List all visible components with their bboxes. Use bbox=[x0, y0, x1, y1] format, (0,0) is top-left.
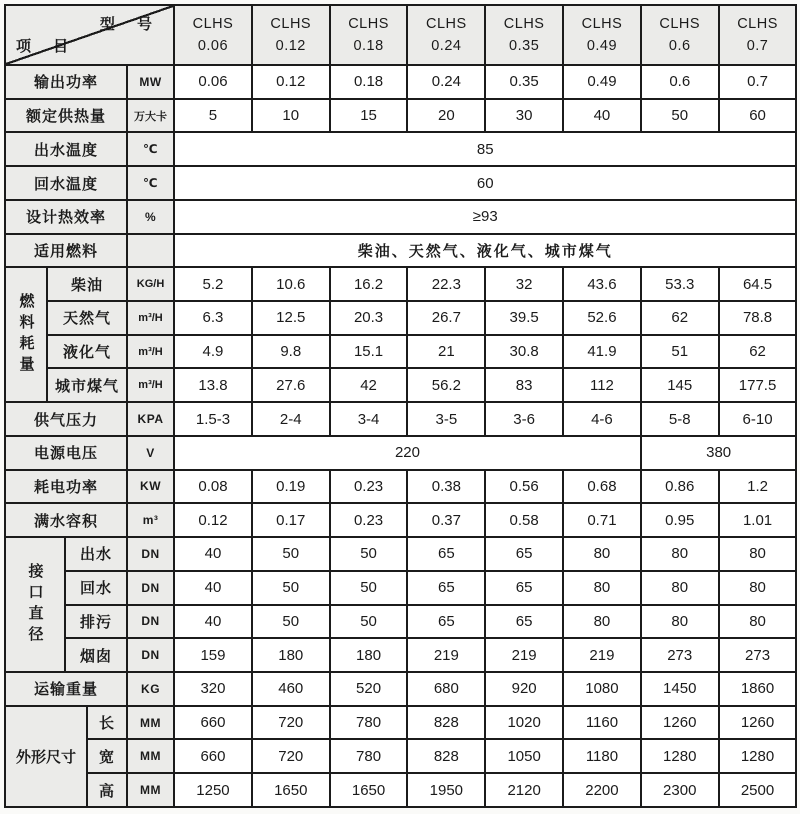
value-cell: 0.38 bbox=[407, 470, 485, 504]
row-label: 排污 bbox=[65, 605, 127, 639]
value-cell: 21 bbox=[407, 335, 485, 369]
value-cell: 720 bbox=[252, 706, 330, 740]
value-cell: 177.5 bbox=[719, 368, 797, 402]
value-cell: 5.2 bbox=[174, 267, 252, 301]
value-cell: 50 bbox=[330, 537, 408, 571]
value-cell: 52.6 bbox=[563, 301, 641, 335]
value-cell: 219 bbox=[563, 638, 641, 672]
row-rated-heat bbox=[5, 99, 796, 133]
value-cell: 80 bbox=[641, 605, 719, 639]
value-cell: 180 bbox=[252, 638, 330, 672]
value-cell: 1450 bbox=[641, 672, 719, 706]
value-cell: 1650 bbox=[330, 773, 408, 807]
value-cell: 0.19 bbox=[252, 470, 330, 504]
model-header: CLHS 0.06 bbox=[174, 5, 252, 65]
row-fuel-natural-gas bbox=[5, 301, 796, 335]
value-cell: 0.95 bbox=[641, 503, 719, 537]
value-cell: 80 bbox=[563, 571, 641, 605]
value-cell: 65 bbox=[407, 571, 485, 605]
value-cell: 4-6 bbox=[563, 402, 641, 436]
value-cell: 60 bbox=[719, 99, 797, 133]
value-cell: 40 bbox=[174, 605, 252, 639]
value-cell: 50 bbox=[641, 99, 719, 133]
row-label: 满水容积 bbox=[5, 503, 127, 537]
unit-cell: % bbox=[127, 200, 174, 234]
unit-cell: MM bbox=[127, 773, 174, 807]
row-port-return bbox=[5, 571, 796, 605]
value-cell: 1950 bbox=[407, 773, 485, 807]
value-cell: 62 bbox=[641, 301, 719, 335]
unit-cell: MM bbox=[127, 706, 174, 740]
row-supply-voltage bbox=[5, 436, 796, 470]
value-cell-span: 60 bbox=[174, 166, 796, 200]
row-applicable-fuel bbox=[5, 234, 796, 268]
value-cell: 0.08 bbox=[174, 470, 252, 504]
group-label-overall-dimensions: 外形尺寸 bbox=[5, 706, 87, 807]
value-cell: 2300 bbox=[641, 773, 719, 807]
value-cell: 112 bbox=[563, 368, 641, 402]
value-cell: 56.2 bbox=[407, 368, 485, 402]
unit-cell: ℃ bbox=[127, 166, 174, 200]
value-cell: 1160 bbox=[563, 706, 641, 740]
value-cell: 1.01 bbox=[719, 503, 797, 537]
value-cell: 80 bbox=[563, 537, 641, 571]
unit-cell: m³/H bbox=[127, 368, 174, 402]
row-output-power bbox=[5, 65, 796, 99]
unit-cell: m³/H bbox=[127, 335, 174, 369]
row-label: 额定供热量 bbox=[5, 99, 127, 133]
row-label: 柴油 bbox=[47, 267, 127, 301]
value-cell: 660 bbox=[174, 739, 252, 773]
value-cell: 2500 bbox=[719, 773, 797, 807]
row-power-consumption bbox=[5, 470, 796, 504]
value-cell: 40 bbox=[174, 537, 252, 571]
value-cell-span: 220 bbox=[174, 436, 641, 470]
row-label: 液化气 bbox=[47, 335, 127, 369]
value-cell: 41.9 bbox=[563, 335, 641, 369]
value-cell: 219 bbox=[407, 638, 485, 672]
value-cell: 1280 bbox=[719, 739, 797, 773]
value-cell: 10 bbox=[252, 99, 330, 133]
value-cell: 65 bbox=[485, 571, 563, 605]
row-label: 回水温度 bbox=[5, 166, 127, 200]
value-cell: 660 bbox=[174, 706, 252, 740]
value-cell: 50 bbox=[252, 571, 330, 605]
unit-cell: DN bbox=[127, 605, 174, 639]
value-cell: 920 bbox=[485, 672, 563, 706]
row-label: 长 bbox=[87, 706, 127, 740]
value-cell: 1250 bbox=[174, 773, 252, 807]
value-cell: 0.58 bbox=[485, 503, 563, 537]
row-label: 烟囱 bbox=[65, 638, 127, 672]
unit-cell: m³ bbox=[127, 503, 174, 537]
row-fuel-diesel bbox=[5, 267, 796, 301]
value-cell: 0.17 bbox=[252, 503, 330, 537]
model-header: CLHS 0.24 bbox=[407, 5, 485, 65]
value-cell-span: 380 bbox=[641, 436, 797, 470]
value-cell: 9.8 bbox=[252, 335, 330, 369]
value-cell: 20 bbox=[407, 99, 485, 133]
row-water-volume bbox=[5, 503, 796, 537]
value-cell: 2-4 bbox=[252, 402, 330, 436]
value-cell: 1280 bbox=[641, 739, 719, 773]
value-cell: 40 bbox=[174, 571, 252, 605]
value-cell: 273 bbox=[719, 638, 797, 672]
value-cell: 1.2 bbox=[719, 470, 797, 504]
row-port-chimney bbox=[5, 638, 796, 672]
row-gas-pressure bbox=[5, 402, 796, 436]
value-cell: 16.2 bbox=[330, 267, 408, 301]
row-label: 高 bbox=[87, 773, 127, 807]
row-label: 供气压力 bbox=[5, 402, 127, 436]
value-cell: 6.3 bbox=[174, 301, 252, 335]
value-cell: 0.56 bbox=[485, 470, 563, 504]
row-label: 耗电功率 bbox=[5, 470, 127, 504]
value-cell: 15 bbox=[330, 99, 408, 133]
value-cell-span: ≥93 bbox=[174, 200, 796, 234]
value-cell: 1260 bbox=[719, 706, 797, 740]
value-cell: 50 bbox=[330, 605, 408, 639]
value-cell: 0.7 bbox=[719, 65, 797, 99]
value-cell: 6-10 bbox=[719, 402, 797, 436]
corner-model-label: 型 号 bbox=[99, 16, 162, 33]
unit-cell: DN bbox=[127, 537, 174, 571]
value-cell: 720 bbox=[252, 739, 330, 773]
value-cell: 1180 bbox=[563, 739, 641, 773]
value-cell: 50 bbox=[252, 605, 330, 639]
row-label: 出水温度 bbox=[5, 132, 127, 166]
value-cell: 460 bbox=[252, 672, 330, 706]
model-header: CLHS 0.35 bbox=[485, 5, 563, 65]
value-cell: 65 bbox=[407, 605, 485, 639]
corner-header-cell bbox=[5, 5, 174, 65]
row-port-outlet bbox=[5, 537, 796, 571]
row-fuel-city-gas bbox=[5, 368, 796, 402]
value-cell: 13.8 bbox=[174, 368, 252, 402]
unit-cell: DN bbox=[127, 571, 174, 605]
value-cell: 3-6 bbox=[485, 402, 563, 436]
value-cell: 27.6 bbox=[252, 368, 330, 402]
unit-cell: KG bbox=[127, 672, 174, 706]
value-cell: 1650 bbox=[252, 773, 330, 807]
value-cell: 780 bbox=[330, 706, 408, 740]
value-cell: 0.12 bbox=[174, 503, 252, 537]
value-cell: 2200 bbox=[563, 773, 641, 807]
model-header: CLHS 0.18 bbox=[330, 5, 408, 65]
value-cell: 80 bbox=[719, 605, 797, 639]
unit-cell: V bbox=[127, 436, 174, 470]
value-cell: 39.5 bbox=[485, 301, 563, 335]
value-cell: 0.71 bbox=[563, 503, 641, 537]
row-label: 天然气 bbox=[47, 301, 127, 335]
value-cell: 80 bbox=[563, 605, 641, 639]
value-cell: 64.5 bbox=[719, 267, 797, 301]
value-cell: 1260 bbox=[641, 706, 719, 740]
value-cell: 5-8 bbox=[641, 402, 719, 436]
value-cell: 32 bbox=[485, 267, 563, 301]
value-cell: 1020 bbox=[485, 706, 563, 740]
value-cell: 15.1 bbox=[330, 335, 408, 369]
row-label: 回水 bbox=[65, 571, 127, 605]
header-row bbox=[5, 5, 796, 65]
value-cell: 50 bbox=[330, 571, 408, 605]
value-cell: 0.18 bbox=[330, 65, 408, 99]
unit-cell: ℃ bbox=[127, 132, 174, 166]
row-label: 输出功率 bbox=[5, 65, 127, 99]
unit-cell: 万大卡 bbox=[127, 99, 174, 133]
row-outlet-temp bbox=[5, 132, 796, 166]
value-cell: 320 bbox=[174, 672, 252, 706]
value-cell: 65 bbox=[485, 537, 563, 571]
value-cell: 5 bbox=[174, 99, 252, 133]
value-cell: 780 bbox=[330, 739, 408, 773]
value-cell: 80 bbox=[641, 537, 719, 571]
group-label-port-diameter: 接口直径 bbox=[5, 537, 65, 672]
value-cell: 30 bbox=[485, 99, 563, 133]
row-label: 运输重量 bbox=[5, 672, 127, 706]
row-return-temp bbox=[5, 166, 796, 200]
value-cell: 0.37 bbox=[407, 503, 485, 537]
value-cell: 65 bbox=[407, 537, 485, 571]
value-cell: 180 bbox=[330, 638, 408, 672]
value-cell: 2120 bbox=[485, 773, 563, 807]
group-label-fuel-consumption: 燃料耗量 bbox=[5, 267, 47, 402]
value-cell: 0.86 bbox=[641, 470, 719, 504]
unit-cell: m³/H bbox=[127, 301, 174, 335]
row-label: 宽 bbox=[87, 739, 127, 773]
value-cell: 0.23 bbox=[330, 470, 408, 504]
value-cell-span: 85 bbox=[174, 132, 796, 166]
value-cell: 40 bbox=[563, 99, 641, 133]
unit-cell: DN bbox=[127, 638, 174, 672]
value-cell-span: 柴油、天然气、液化气、城市煤气 bbox=[174, 234, 796, 268]
value-cell: 51 bbox=[641, 335, 719, 369]
value-cell: 145 bbox=[641, 368, 719, 402]
unit-cell: MW bbox=[127, 65, 174, 99]
value-cell: 1080 bbox=[563, 672, 641, 706]
value-cell: 78.8 bbox=[719, 301, 797, 335]
value-cell: 50 bbox=[252, 537, 330, 571]
value-cell: 53.3 bbox=[641, 267, 719, 301]
value-cell: 273 bbox=[641, 638, 719, 672]
unit-cell bbox=[127, 234, 174, 268]
value-cell: 219 bbox=[485, 638, 563, 672]
value-cell: 0.12 bbox=[252, 65, 330, 99]
row-dim-width bbox=[5, 739, 796, 773]
row-transport-weight bbox=[5, 672, 796, 706]
value-cell: 1050 bbox=[485, 739, 563, 773]
value-cell: 22.3 bbox=[407, 267, 485, 301]
unit-cell: KG/H bbox=[127, 267, 174, 301]
value-cell: 520 bbox=[330, 672, 408, 706]
value-cell: 80 bbox=[641, 571, 719, 605]
boiler-spec-table bbox=[4, 4, 797, 808]
row-label: 设计热效率 bbox=[5, 200, 127, 234]
row-dim-height bbox=[5, 773, 796, 807]
value-cell: 3-5 bbox=[407, 402, 485, 436]
value-cell: 80 bbox=[719, 571, 797, 605]
value-cell: 42 bbox=[330, 368, 408, 402]
value-cell: 0.49 bbox=[563, 65, 641, 99]
value-cell: 83 bbox=[485, 368, 563, 402]
value-cell: 26.7 bbox=[407, 301, 485, 335]
row-fuel-lpg bbox=[5, 335, 796, 369]
unit-cell: KW bbox=[127, 470, 174, 504]
row-label: 出水 bbox=[65, 537, 127, 571]
row-label: 城市煤气 bbox=[47, 368, 127, 402]
model-header: CLHS 0.49 bbox=[563, 5, 641, 65]
value-cell: 10.6 bbox=[252, 267, 330, 301]
model-header: CLHS 0.12 bbox=[252, 5, 330, 65]
unit-cell: MM bbox=[127, 739, 174, 773]
row-label: 电源电压 bbox=[5, 436, 127, 470]
value-cell: 4.9 bbox=[174, 335, 252, 369]
model-header: CLHS 0.7 bbox=[719, 5, 797, 65]
value-cell: 30.8 bbox=[485, 335, 563, 369]
value-cell: 80 bbox=[719, 537, 797, 571]
value-cell: 1.5-3 bbox=[174, 402, 252, 436]
value-cell: 3-4 bbox=[330, 402, 408, 436]
value-cell: 0.35 bbox=[485, 65, 563, 99]
value-cell: 159 bbox=[174, 638, 252, 672]
value-cell: 0.23 bbox=[330, 503, 408, 537]
value-cell: 1860 bbox=[719, 672, 797, 706]
value-cell: 0.24 bbox=[407, 65, 485, 99]
model-header: CLHS 0.6 bbox=[641, 5, 719, 65]
value-cell: 828 bbox=[407, 739, 485, 773]
value-cell: 0.6 bbox=[641, 65, 719, 99]
row-label: 适用燃料 bbox=[5, 234, 127, 268]
value-cell: 65 bbox=[485, 605, 563, 639]
row-port-blowdown bbox=[5, 605, 796, 639]
row-dim-length bbox=[5, 706, 796, 740]
value-cell: 680 bbox=[407, 672, 485, 706]
value-cell: 828 bbox=[407, 706, 485, 740]
unit-cell: KPA bbox=[127, 402, 174, 436]
value-cell: 43.6 bbox=[563, 267, 641, 301]
corner-item-label: 项 目 bbox=[16, 38, 78, 55]
value-cell: 0.06 bbox=[174, 65, 252, 99]
row-efficiency bbox=[5, 200, 796, 234]
value-cell: 62 bbox=[719, 335, 797, 369]
value-cell: 0.68 bbox=[563, 470, 641, 504]
value-cell: 20.3 bbox=[330, 301, 408, 335]
value-cell: 12.5 bbox=[252, 301, 330, 335]
